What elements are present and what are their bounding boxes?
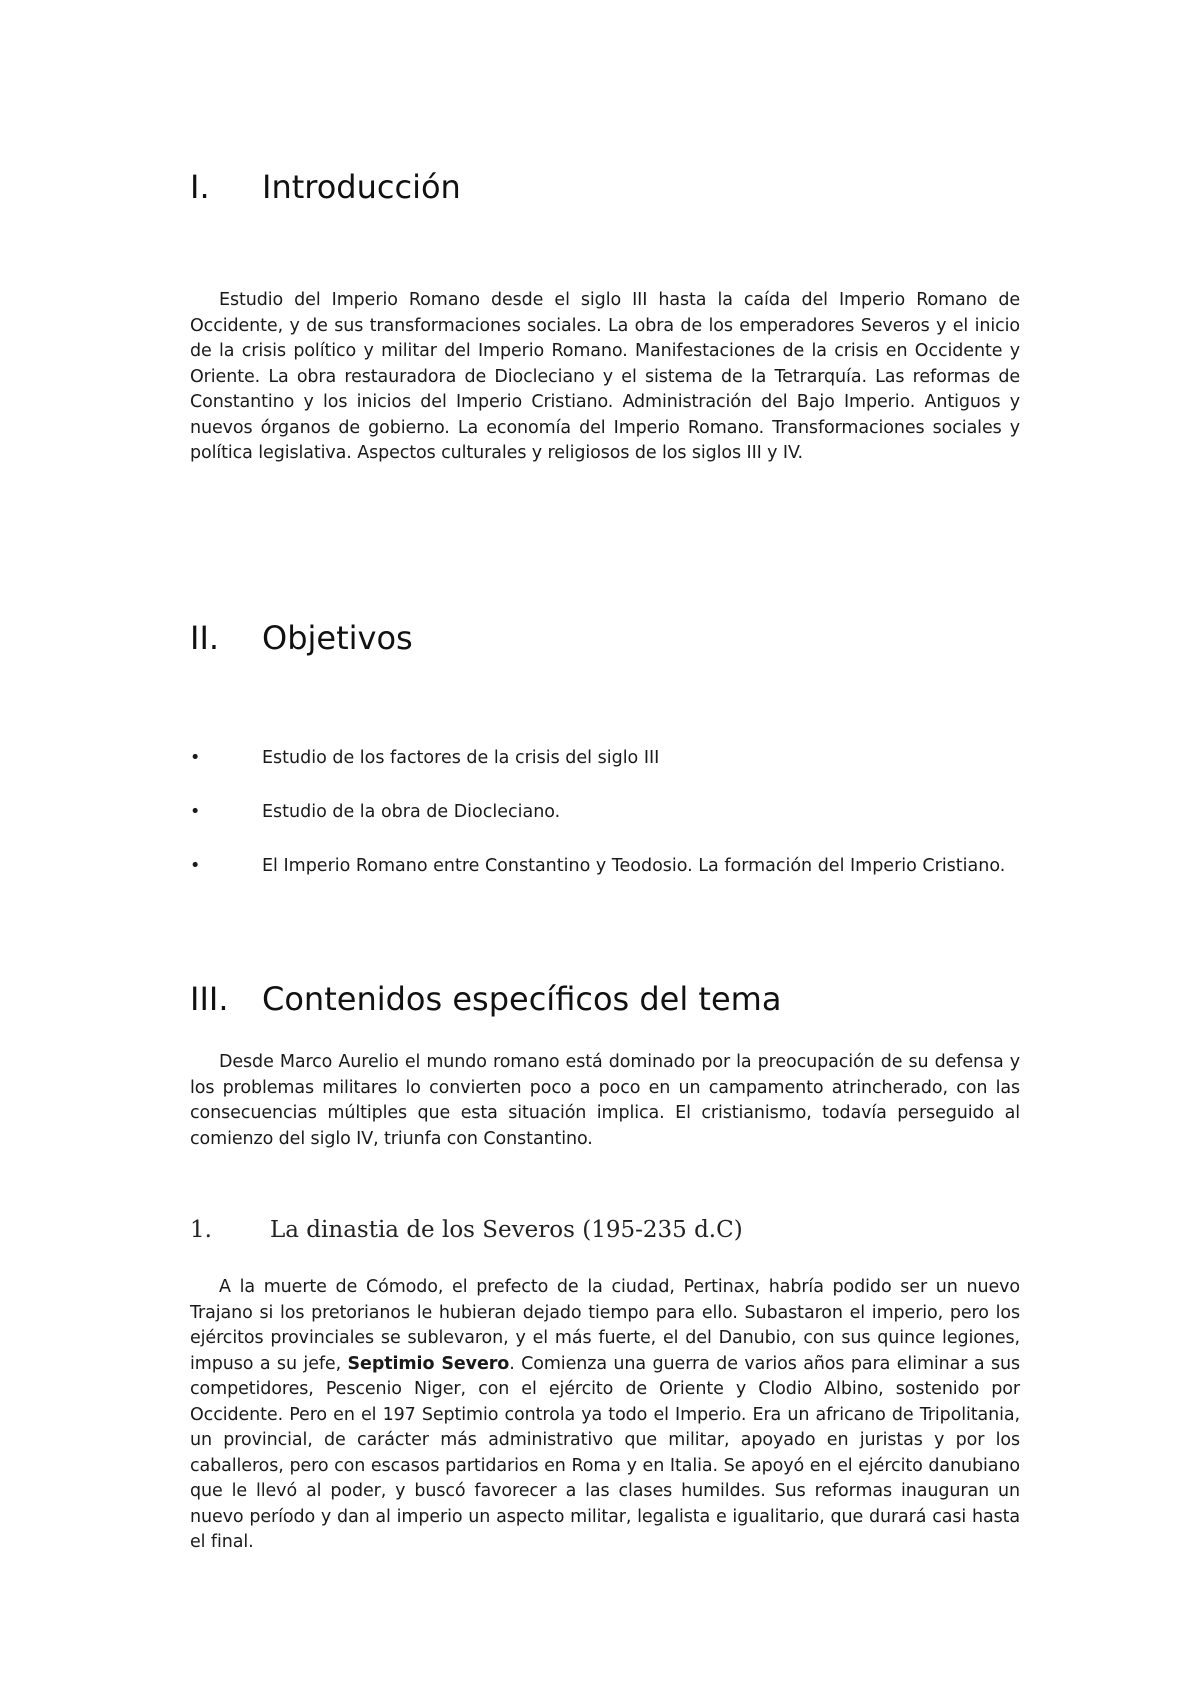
objective-text: Estudio de los factores de la crisis del siglo III	[262, 748, 660, 768]
objective-text: Estudio de la obra de Diocleciano.	[262, 802, 561, 822]
objective-item	[190, 800, 1020, 826]
section-title: Objetivos	[262, 619, 413, 657]
objective-item	[190, 854, 1020, 880]
bullet-icon: •	[190, 856, 201, 876]
section-heading-introduccion	[190, 168, 461, 206]
section-number: I.	[190, 168, 210, 206]
severos-text-end: . Comienza una guerra de varios años para eliminar a sus competidores, Pescenio Niger, con el ejército de Oriente y Clodio Albino, sostenido por Occidente. Pero en el 197 Septimio controla ya todo el Imperio. Era un africano de Tripolitania, un provincial, de carácter más administrativo que militar, apoyado en juristas y por los caballeros, pero con escasos partidarios en Roma y en Italia. Se apoyó en el ejército danubiano que le llevó al poder, y buscó favorecer a las clases humildes. Sus reformas inauguran un nuevo período y dan al imperio un aspecto militar, legalista e igualitario, que durará casi hasta el final.	[190, 1353, 1020, 1552]
severos-text-start: A la muerte de Cómodo, el prefecto de la ciudad, Pertinax, habría podido ser un nuevo Trajano si los pretorianos le hubieran dejado tiempo para ello. Subastaron el imperio, pero los ejércitos provinciales se sublevaron, y el más fuerte, el del Danubio, con sus quince legiones, impuso a su jefe,	[190, 1277, 1020, 1374]
objective-text: El Imperio Romano entre Constantino y Teodosio. La formación del Imperio Cristiano.	[262, 856, 1006, 876]
contenidos-paragraph: Desde Marco Aurelio el mundo romano está dominado por la preocupación de su defensa y los problemas militares lo convierten poco a poco en un campamento atrincherado, con las consecuencias múltiples que esta situación implica. El cristianismo, todavía perseguido al comienzo del siglo IV, triunfa con Constantino.	[190, 1052, 1020, 1149]
section-number: III.	[190, 980, 229, 1018]
section-heading-objetivos	[190, 619, 413, 657]
section-title: Contenidos específicos del tema	[262, 980, 782, 1018]
intro-paragraph: Estudio del Imperio Romano desde el siglo III hasta la caída del Imperio Romano de Occidente, y de sus transformaciones sociales. La obra de los emperadores Severos y el inicio de la crisis político y militar del Imperio Romano. Manifestaciones de la crisis en Occidente y Oriente. La obra restauradora de Diocleciano y el sistema de la Tetrarquía. Las reformas de Constantino y los inicios del Imperio Cristiano. Administración del Bajo Imperio. Antiguos y nuevos órganos de gobierno. La economía del Imperio Romano. Transformaciones sociales y política legislativa. Aspectos culturales y religiosos de los siglos III y IV.	[190, 290, 1020, 463]
severos-paragraph	[190, 1275, 1020, 1556]
section-title: Introducción	[262, 168, 461, 206]
objective-item	[190, 746, 1020, 772]
bullet-icon: •	[190, 802, 201, 822]
subsection-number: 1.	[190, 1217, 212, 1243]
subsection-title: La dinastia de los Severos (195-235 d.C)	[270, 1217, 743, 1243]
subsection-heading-severos	[190, 1217, 743, 1243]
bullet-icon: •	[190, 748, 201, 768]
section-heading-contenidos	[190, 980, 781, 1018]
section-number: II.	[190, 619, 220, 657]
severos-emphasis: Septimio Severo	[347, 1353, 510, 1374]
